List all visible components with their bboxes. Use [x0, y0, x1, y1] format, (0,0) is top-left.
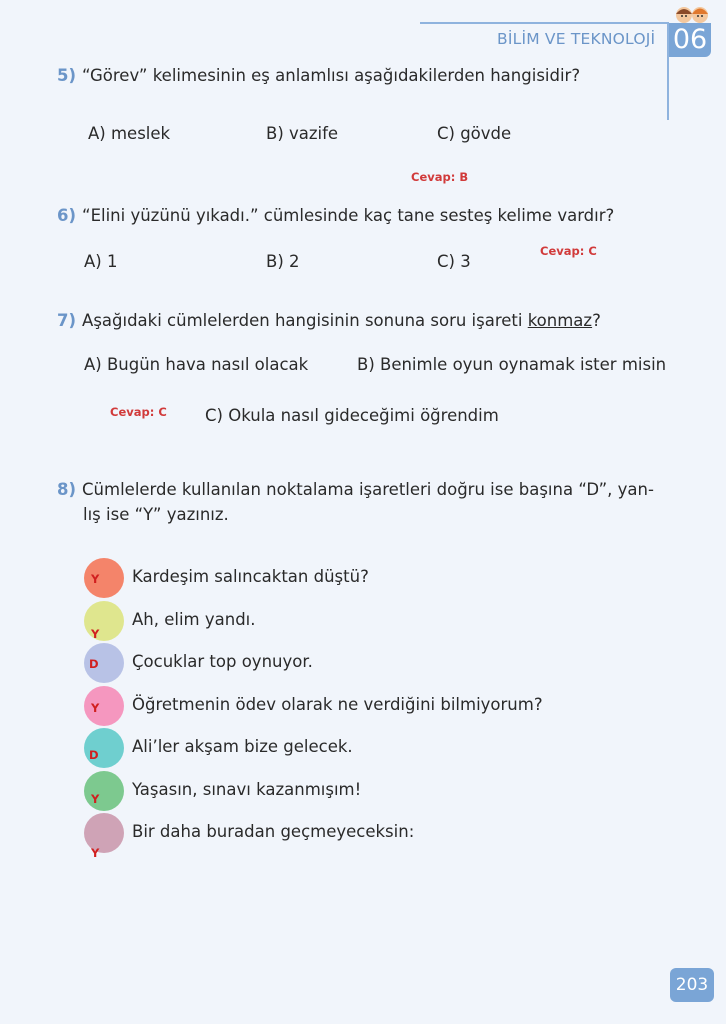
option-7a: A) Bugün hava nasıl olacak — [84, 355, 309, 374]
option-6c: C) 3 — [437, 252, 471, 271]
question-6 — [57, 206, 614, 225]
subject-title: BİLİM VE TEKNOLOJİ — [497, 30, 656, 48]
answer-6: Cevap: C — [540, 244, 597, 258]
question-text: “Görev” kelimesinin eş anlamlısı aşağıdakilerden hangisidir? — [82, 66, 581, 85]
answer-circle[interactable] — [84, 601, 124, 641]
question-number: 6) — [57, 206, 77, 225]
answer-mark: Y — [91, 572, 100, 586]
statement-text: Bir daha buradan geçmeyeceksin: — [132, 822, 415, 841]
question-text: “Elini yüzünü yıkadı.” cümlesinde kaç tane sesteş kelime vardır? — [82, 206, 615, 225]
answer-mark: Y — [91, 792, 100, 806]
option-7c: C) Okula nasıl gideceğimi öğrendim — [205, 406, 499, 425]
question-7 — [57, 311, 601, 330]
statement-item — [84, 686, 684, 726]
answer-7: Cevap: C — [110, 405, 167, 419]
statement-item — [84, 728, 684, 768]
unit-badge: 06 — [669, 23, 711, 57]
question-text-line2: lış ise “Y” yazınız. — [83, 505, 229, 524]
kids-illustration-icon — [672, 2, 712, 26]
statement-text: Ali’ler akşam bize gelecek. — [132, 737, 353, 756]
answer-circle[interactable] — [84, 686, 124, 726]
header-rule — [420, 22, 668, 24]
question-text: Aşağıdaki cümlelerden hangisinin sonuna soru işareti — [82, 311, 528, 330]
option-5c: C) gövde — [437, 124, 512, 143]
statement-item — [84, 643, 684, 683]
statement-text: Çocuklar top oynuyor. — [132, 652, 313, 671]
option-6a: A) 1 — [84, 252, 118, 271]
page-number: 203 — [670, 968, 714, 1002]
answer-5: Cevap: B — [411, 170, 469, 184]
question-number: 5) — [57, 66, 77, 85]
answer-mark: Y — [91, 701, 100, 715]
question-5 — [57, 66, 580, 85]
answer-mark: Y — [91, 846, 100, 860]
statement-item — [84, 558, 684, 598]
question-text-underlined: konmaz — [527, 311, 593, 330]
answer-mark: D — [89, 748, 99, 762]
answer-circle[interactable] — [84, 558, 124, 598]
question-number: 8) — [57, 480, 77, 499]
answer-circle[interactable] — [84, 813, 124, 853]
option-5a: A) meslek — [88, 124, 171, 143]
option-7b: B) Benimle oyun oynamak ister misin — [357, 355, 667, 374]
statement-item — [84, 813, 684, 860]
statement-item — [84, 771, 684, 811]
option-5b: B) vazife — [266, 124, 339, 143]
answer-circle[interactable] — [84, 771, 124, 811]
answer-mark: D — [89, 657, 99, 671]
answer-mark: Y — [91, 627, 100, 641]
statement-text: Öğretmenin ödev olarak ne verdiğini bilmiyorum? — [132, 695, 543, 714]
statement-text: Kardeşim salıncaktan düştü? — [132, 567, 369, 586]
question-text: Cümlelerde kullanılan noktalama işaretleri doğru ise başına “D”, yan- — [82, 480, 654, 499]
question-text-end: ? — [592, 311, 601, 330]
question-number: 7) — [57, 311, 77, 330]
statement-item — [84, 601, 684, 641]
statement-text: Yaşasın, sınavı kazanmışım! — [132, 780, 362, 799]
statement-text: Ah, elim yandı. — [132, 610, 256, 629]
question-8 — [57, 477, 654, 527]
option-6b: B) 2 — [266, 252, 300, 271]
